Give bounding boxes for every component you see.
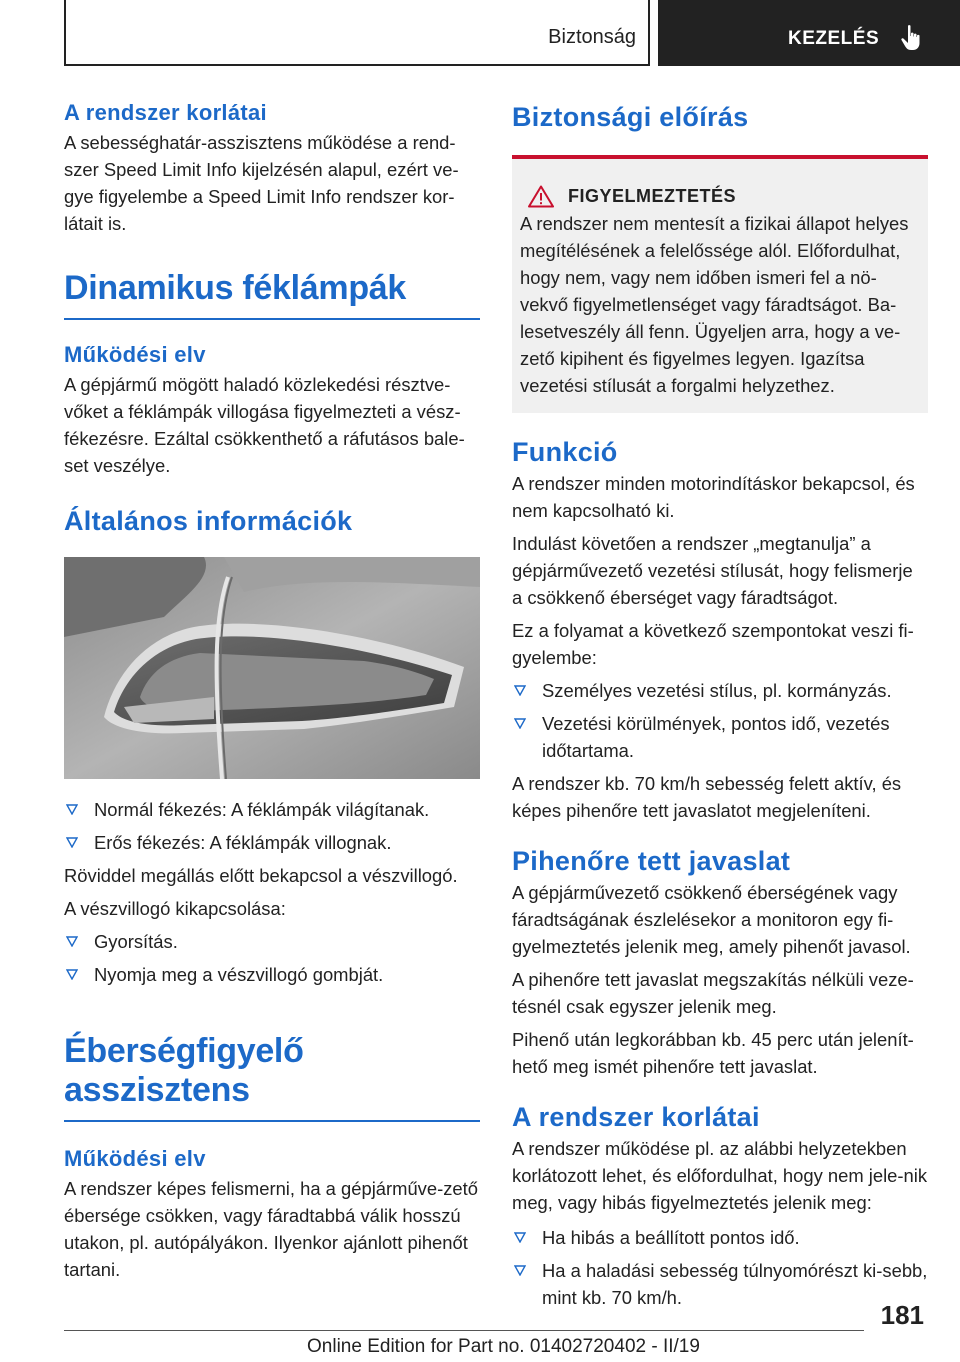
header-section-box [64,0,650,66]
page-footer [0,1300,960,1362]
function-paragraph: Indulást követően a rendszer „megtanulja” a gépjárművezető vezetési stílusát, hogy felismerje a csökkenő éberséget vagy fáradtságot. [512,533,913,608]
function-paragraph: Ez a folyamat a következő szempontokat veszi fi-gyelembe: [512,620,914,668]
triangle-bullet-icon [66,804,78,815]
footer-divider [64,1330,864,1331]
bullet-item [64,796,480,823]
header-chapter-tab [658,0,960,66]
general-info-heading: Általános információk [64,506,353,536]
rest-paragraph: A pihenőre tett javaslat megszakítás nélküli veze-tésnél csak egyszer jelenik meg. [512,969,914,1017]
triangle-bullet-icon [66,969,78,980]
warning-title-row [520,185,920,208]
bullet-text: Személyes vezetési stílus, pl. kormányzás. [542,680,892,701]
bullet-text: Ha a haladási sebesség túlnyomórészt ki-sebb, mint kb. 70 km/h. [542,1260,928,1308]
limits-text-left: A sebességhatár-asszisztens működése a rend-szer Speed Limit Info kijelzésén alapul, ezért ve-gye figyelembe a Speed Limit Info rendszer kor-látait is. [64,132,459,234]
limits-heading-left: A rendszer korlátai [64,100,267,125]
header-section-title: Biztonság [548,26,636,48]
warning-box [512,155,928,413]
hand-pointer-icon [900,24,924,52]
bullet-item [512,710,928,764]
warning-triangle-icon [528,185,554,208]
limits-paragraph-right: A rendszer működése pl. az alábbi helyzetekben korlátozott lehet, és előfordulhat, hogy nem jele-nik meg, vagy hibás figyelmeztetés jelenik meg: [512,1138,928,1213]
page-header [0,0,960,66]
right-column [512,92,928,1311]
triangle-bullet-icon [514,1232,526,1243]
bullet-text: Nyomja meg a vészvillogó gombját. [94,964,384,985]
rest-paragraph: A gépjárművezető csökkenő éberségének vagy fáradtságának észlelésekor a monitoron egy fi-gyelmeztetés jelenik meg, amely pihenőt javasol. [512,882,911,957]
warning-text: A rendszer nem mentesít a fizikai állapot helyes megítélésének a felelőssége alól. Előfordulhat, hogy nem, vagy nem időben ismeri fel a nö-vekvő figyelmetlenséget vagy fáradtságot. Ba-lesetveszély áll fenn. Ügyeljen arra, hogy a ve-zető kipihent és figyelmes legyen. Igazítsa vezetési stílusát a forgalmi helyzethez. [520,213,909,396]
bullet-item [512,677,928,704]
triangle-bullet-icon [66,936,78,947]
brake-principle-text: A gépjármű mögött haladó közlekedési résztve-vőket a féklámpák villogása figyelmezteti a vész-fékezésre. Ezáltal csökkenthető a ráfutásos bale-set veszélye. [64,374,465,476]
bullet-text: Erős fékezés: A féklámpák villognak. [94,832,392,853]
function-heading: Funkció [512,437,618,467]
page-number: 181 [880,1300,924,1330]
bullet-text: Ha hibás a beállított pontos idő. [542,1227,800,1248]
bullet-text: Vezetési körülmények, pontos idő, vezetés időtartama. [542,713,890,761]
triangle-bullet-icon [514,718,526,729]
brake-lights-title: Dinamikus féklámpák [64,269,480,320]
bullet-item [64,961,480,988]
bullet-item [64,928,480,955]
brake-principle-heading: Működési elv [64,342,206,367]
bullet-item [64,829,480,856]
tail-light-photo [64,557,480,779]
attention-assistant-title: Éberségfigyelő asszisztens [64,1032,480,1122]
header-chapter-title: KEZELÉS [788,28,880,49]
bullet-text: Gyorsítás. [94,931,178,952]
bullet-text: Normál fékezés: A féklámpák világítanak. [94,799,430,820]
rest-paragraph: Pihenő után legkorábban kb. 45 perc után jelenít-hető meg ismét pihenőre tett javaslat. [512,1029,914,1077]
function-paragraph: A rendszer kb. 70 km/h sebesség felett aktív, és képes pihenőre tett javaslatot megjeleníteni. [512,773,902,821]
hazard-lights-off-label: A vészvillogó kikapcsolása: [64,898,286,919]
triangle-bullet-icon [66,837,78,848]
safety-heading: Biztonsági előírás [512,102,749,132]
limits-heading-right: A rendszer korlátai [512,1102,760,1132]
hazard-lights-note: Röviddel megállás előtt bekapcsol a vészvillogó. [64,865,458,886]
triangle-bullet-icon [514,685,526,696]
rest-suggestion-heading: Pihenőre tett javaslat [512,846,791,876]
triangle-bullet-icon [514,1265,526,1276]
left-column [64,92,480,1283]
function-paragraph: A rendszer minden motorindításkor bekapcsol, és nem kapcsolható ki. [512,473,915,521]
warning-title: FIGYELMEZTETÉS [568,186,737,206]
attention-principle-heading: Működési elv [64,1146,206,1171]
bullet-item [512,1224,928,1251]
attention-principle-text: A rendszer képes felismerni, ha a gépjárműve-zető ébersége csökken, vagy fáradtabbá válik hosszú utakon, pl. autópályákon. Ilyenkor ajánlott pihenőt tartani. [64,1178,478,1280]
edition-text: Online Edition for Part no. 01402720402 - II/19 [307,1336,700,1357]
